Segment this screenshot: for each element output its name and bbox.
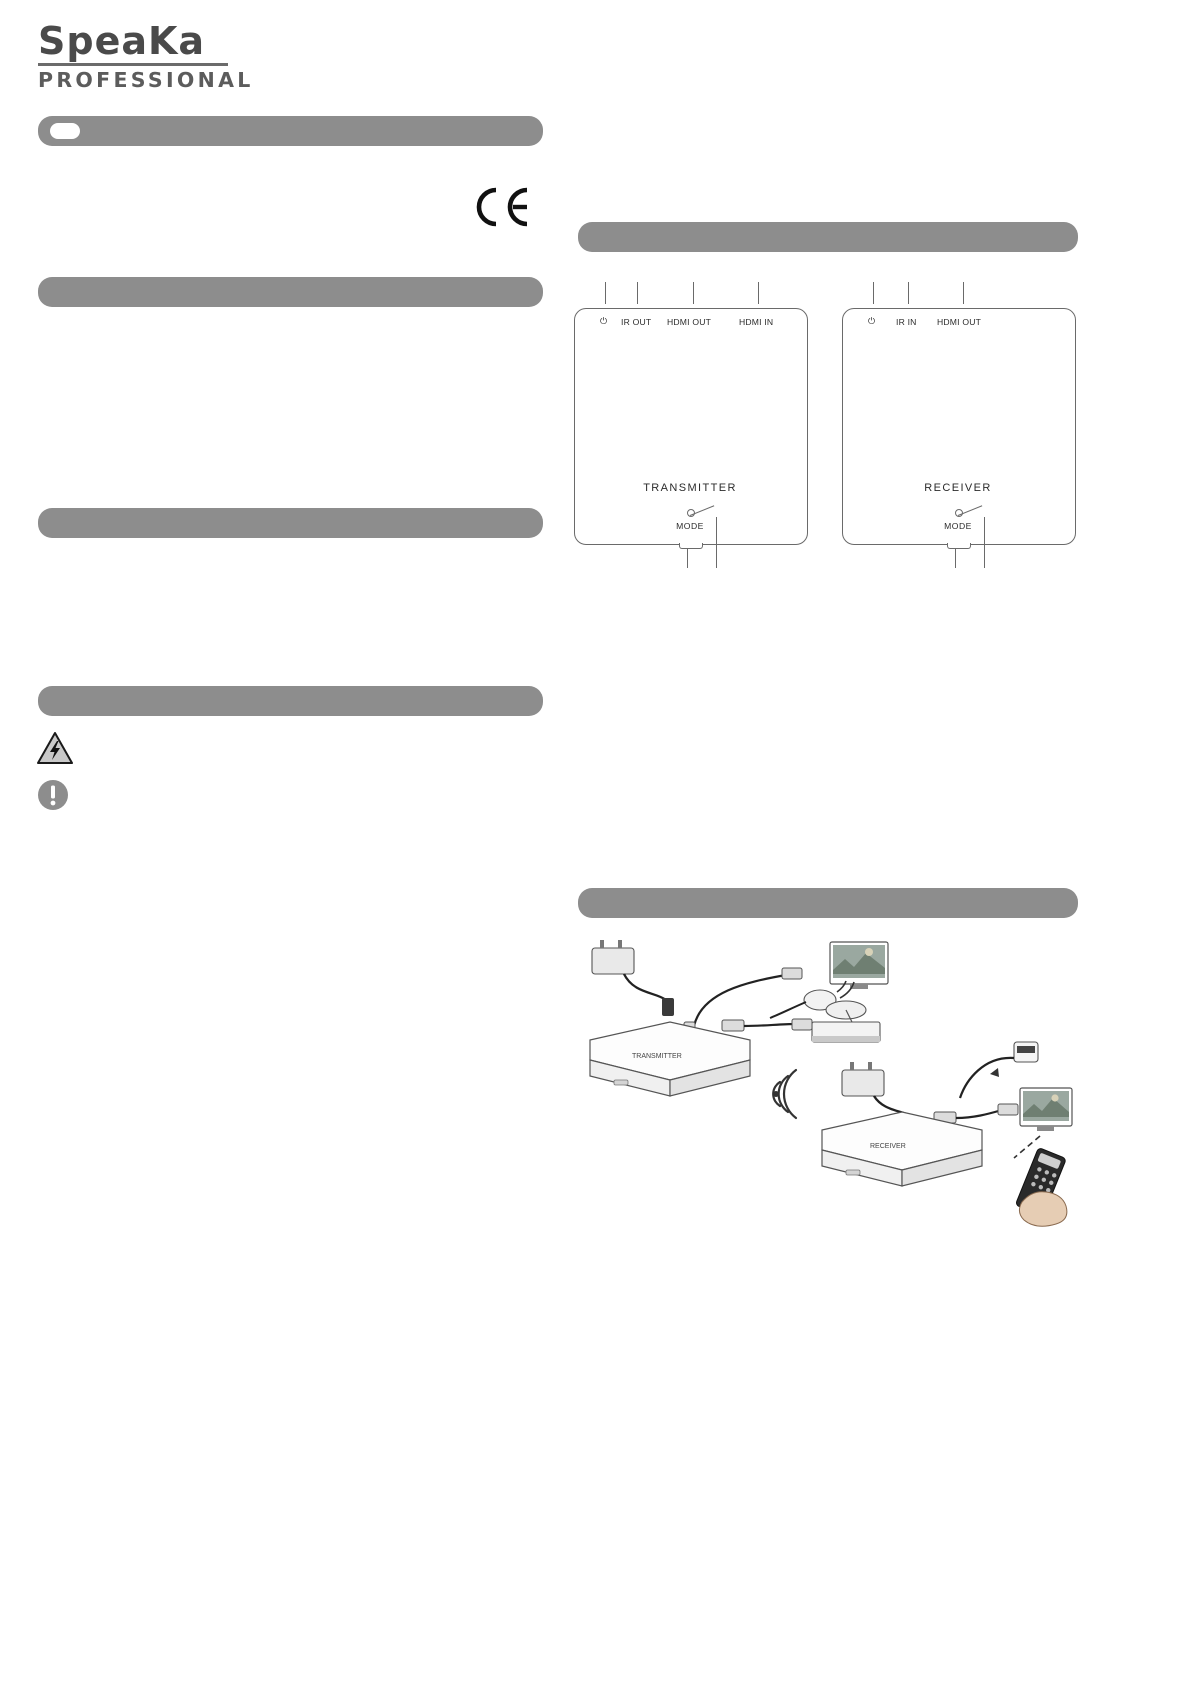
- leader-line: [963, 282, 964, 304]
- transmitter-mode-label: MODE: [676, 521, 704, 531]
- section-bar-safety: [38, 686, 543, 716]
- ir-out-port-label: IR OUT: [621, 317, 652, 327]
- mode-button[interactable]: [947, 543, 971, 549]
- leader-line: [908, 282, 909, 304]
- connection-diagram: [574, 930, 1079, 1230]
- receiver-mode-label: MODE: [944, 521, 972, 531]
- leader-line: [984, 517, 985, 568]
- ce-conformity-icon: [470, 186, 532, 226]
- transmitter-title: TRANSMITTER: [643, 482, 737, 494]
- brand-name: SpeaKa: [38, 19, 206, 63]
- leader-line: [637, 282, 638, 304]
- section-bar-features: [38, 508, 543, 538]
- high-voltage-warning-icon: [36, 731, 74, 765]
- section-bar-connection: [578, 888, 1078, 918]
- transmitter-unit: [590, 1022, 750, 1096]
- hdmi-cable-source: [722, 1019, 812, 1031]
- power-adapter-transmitter: [592, 940, 674, 1016]
- section-bar-operating-elements: [578, 222, 1078, 252]
- ir-in-port-label: IR IN: [896, 317, 917, 327]
- hdmi-out-port-label: HDMI OUT: [937, 317, 982, 327]
- bullet-shape-icon: [50, 123, 80, 139]
- hdmi-in-port-label: HDMI IN: [739, 317, 774, 327]
- leader-line: [873, 282, 874, 304]
- logo-divider: [38, 63, 228, 66]
- monitor-display: [830, 942, 888, 989]
- power-icon: ⏻: [600, 316, 608, 326]
- leader-line: [687, 548, 688, 568]
- leader-line: [716, 517, 717, 568]
- mode-button[interactable]: [679, 543, 703, 549]
- brand-logo: [38, 19, 298, 92]
- power-icon: ⏻: [868, 316, 876, 326]
- hdmi-cable-receiver: [934, 1104, 1018, 1123]
- section-bar-scope-of-delivery: [38, 277, 543, 307]
- receiver-unit-label: RECEIVER: [870, 1143, 906, 1150]
- leader-line: [693, 282, 694, 304]
- wireless-signal-waves: [773, 1070, 796, 1118]
- brand-subtitle: PROFESSIONAL: [38, 68, 254, 92]
- leader-line: [605, 282, 606, 304]
- section-bar-bullet: [38, 116, 543, 146]
- second-monitor-display: [1020, 1088, 1072, 1131]
- remote-control-in-hand: [1015, 1147, 1067, 1226]
- leader-line: [955, 548, 956, 568]
- exclamation-notice-icon: [36, 778, 70, 812]
- hdmi-out-port-label: HDMI OUT: [667, 317, 712, 327]
- transmitter-unit-label: TRANSMITTER: [632, 1053, 682, 1060]
- leader-line: [758, 282, 759, 304]
- receiver-unit: [822, 1112, 982, 1186]
- receiver-title: RECEIVER: [924, 482, 992, 494]
